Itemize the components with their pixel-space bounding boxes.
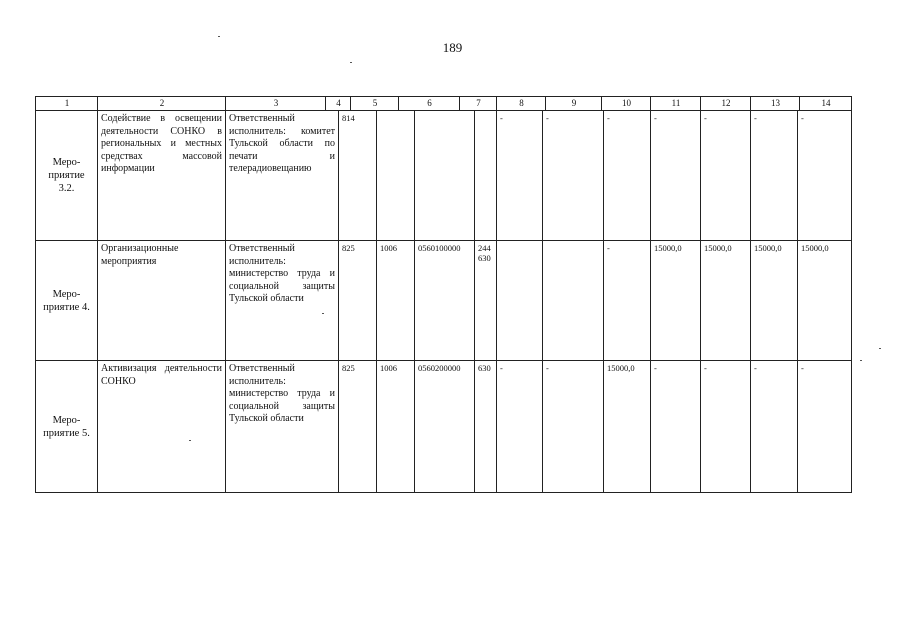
col-9: - — [542, 110, 603, 240]
col-14: 15000,0 — [797, 240, 851, 360]
col-14: - — [797, 360, 851, 492]
scan-speck — [860, 360, 862, 361]
responsible-executor: Ответственный исполнитель: министерство труда и социальной защиты Тульской области — [225, 360, 338, 492]
col-9: - — [542, 360, 603, 492]
header-right-border — [851, 96, 852, 110]
header-cell-6: 6 — [398, 96, 460, 110]
col-8: - — [496, 360, 542, 492]
col-7: 630 — [474, 360, 496, 492]
col-12: - — [700, 110, 750, 240]
col-7: 244 630 — [474, 240, 496, 360]
col-9 — [542, 240, 603, 360]
responsible-executor: Ответственный исполнитель: министерство труда и социальной защиты Тульской области — [225, 240, 338, 360]
col-4: 825 — [338, 240, 376, 360]
col-7 — [474, 110, 496, 240]
col-13: 15000,0 — [750, 240, 797, 360]
col-10: - — [603, 110, 650, 240]
header-cell-14: 14 — [799, 96, 852, 110]
col-11: - — [650, 110, 700, 240]
col-6 — [414, 110, 474, 240]
header-cell-2: 2 — [97, 96, 226, 110]
header-cell-10: 10 — [601, 96, 651, 110]
event-name: Организационные мероприятия — [97, 240, 225, 360]
col-13: - — [750, 110, 797, 240]
header-cell-8: 8 — [496, 96, 546, 110]
col-8: - — [496, 110, 542, 240]
scan-speck — [189, 440, 191, 441]
col-11: 15000,0 — [650, 240, 700, 360]
col-5: 1006 — [376, 240, 414, 360]
col-4: 814 — [338, 110, 376, 240]
col-5: 1006 — [376, 360, 414, 492]
event-name: Активизация деятельности СОНКО — [97, 360, 225, 492]
header-cell-13: 13 — [750, 96, 800, 110]
header-cell-11: 11 — [650, 96, 701, 110]
header-cell-9: 9 — [545, 96, 602, 110]
col-12: 15000,0 — [700, 240, 750, 360]
event-label: Меро- приятие 4. — [35, 240, 97, 360]
scan-speck — [218, 36, 220, 37]
col-10: - — [603, 240, 650, 360]
header-cell-12: 12 — [700, 96, 751, 110]
header-cell-3: 3 — [225, 96, 326, 110]
header-cell-5: 5 — [350, 96, 399, 110]
scan-speck — [879, 348, 881, 349]
col-5 — [376, 110, 414, 240]
header-cell-4: 4 — [325, 96, 351, 110]
col-6: 0560100000 — [414, 240, 474, 360]
header-cell-7: 7 — [459, 96, 497, 110]
header-cell-1: 1 — [35, 96, 98, 110]
col-13: - — [750, 360, 797, 492]
col-10: 15000,0 — [603, 360, 650, 492]
event-label: Меро- приятие 5. — [35, 360, 97, 492]
col-4: 825 — [338, 360, 376, 492]
col-11: - — [650, 360, 700, 492]
event-label: Меро- приятие 3.2. — [35, 110, 97, 240]
scan-speck — [322, 313, 324, 314]
page-number: 189 — [442, 40, 463, 55]
scan-speck — [350, 62, 352, 63]
event-name: Содействие в освещении деятельности СОНКО в региональных и местных средствах массовой информации — [97, 110, 225, 240]
col-14: - — [797, 110, 851, 240]
col-12: - — [700, 360, 750, 492]
col-8 — [496, 240, 542, 360]
col-6: 0560200000 — [414, 360, 474, 492]
responsible-executor: Ответственный исполнитель: комитет Тульской области по печати и телерадиовещанию — [225, 110, 338, 240]
